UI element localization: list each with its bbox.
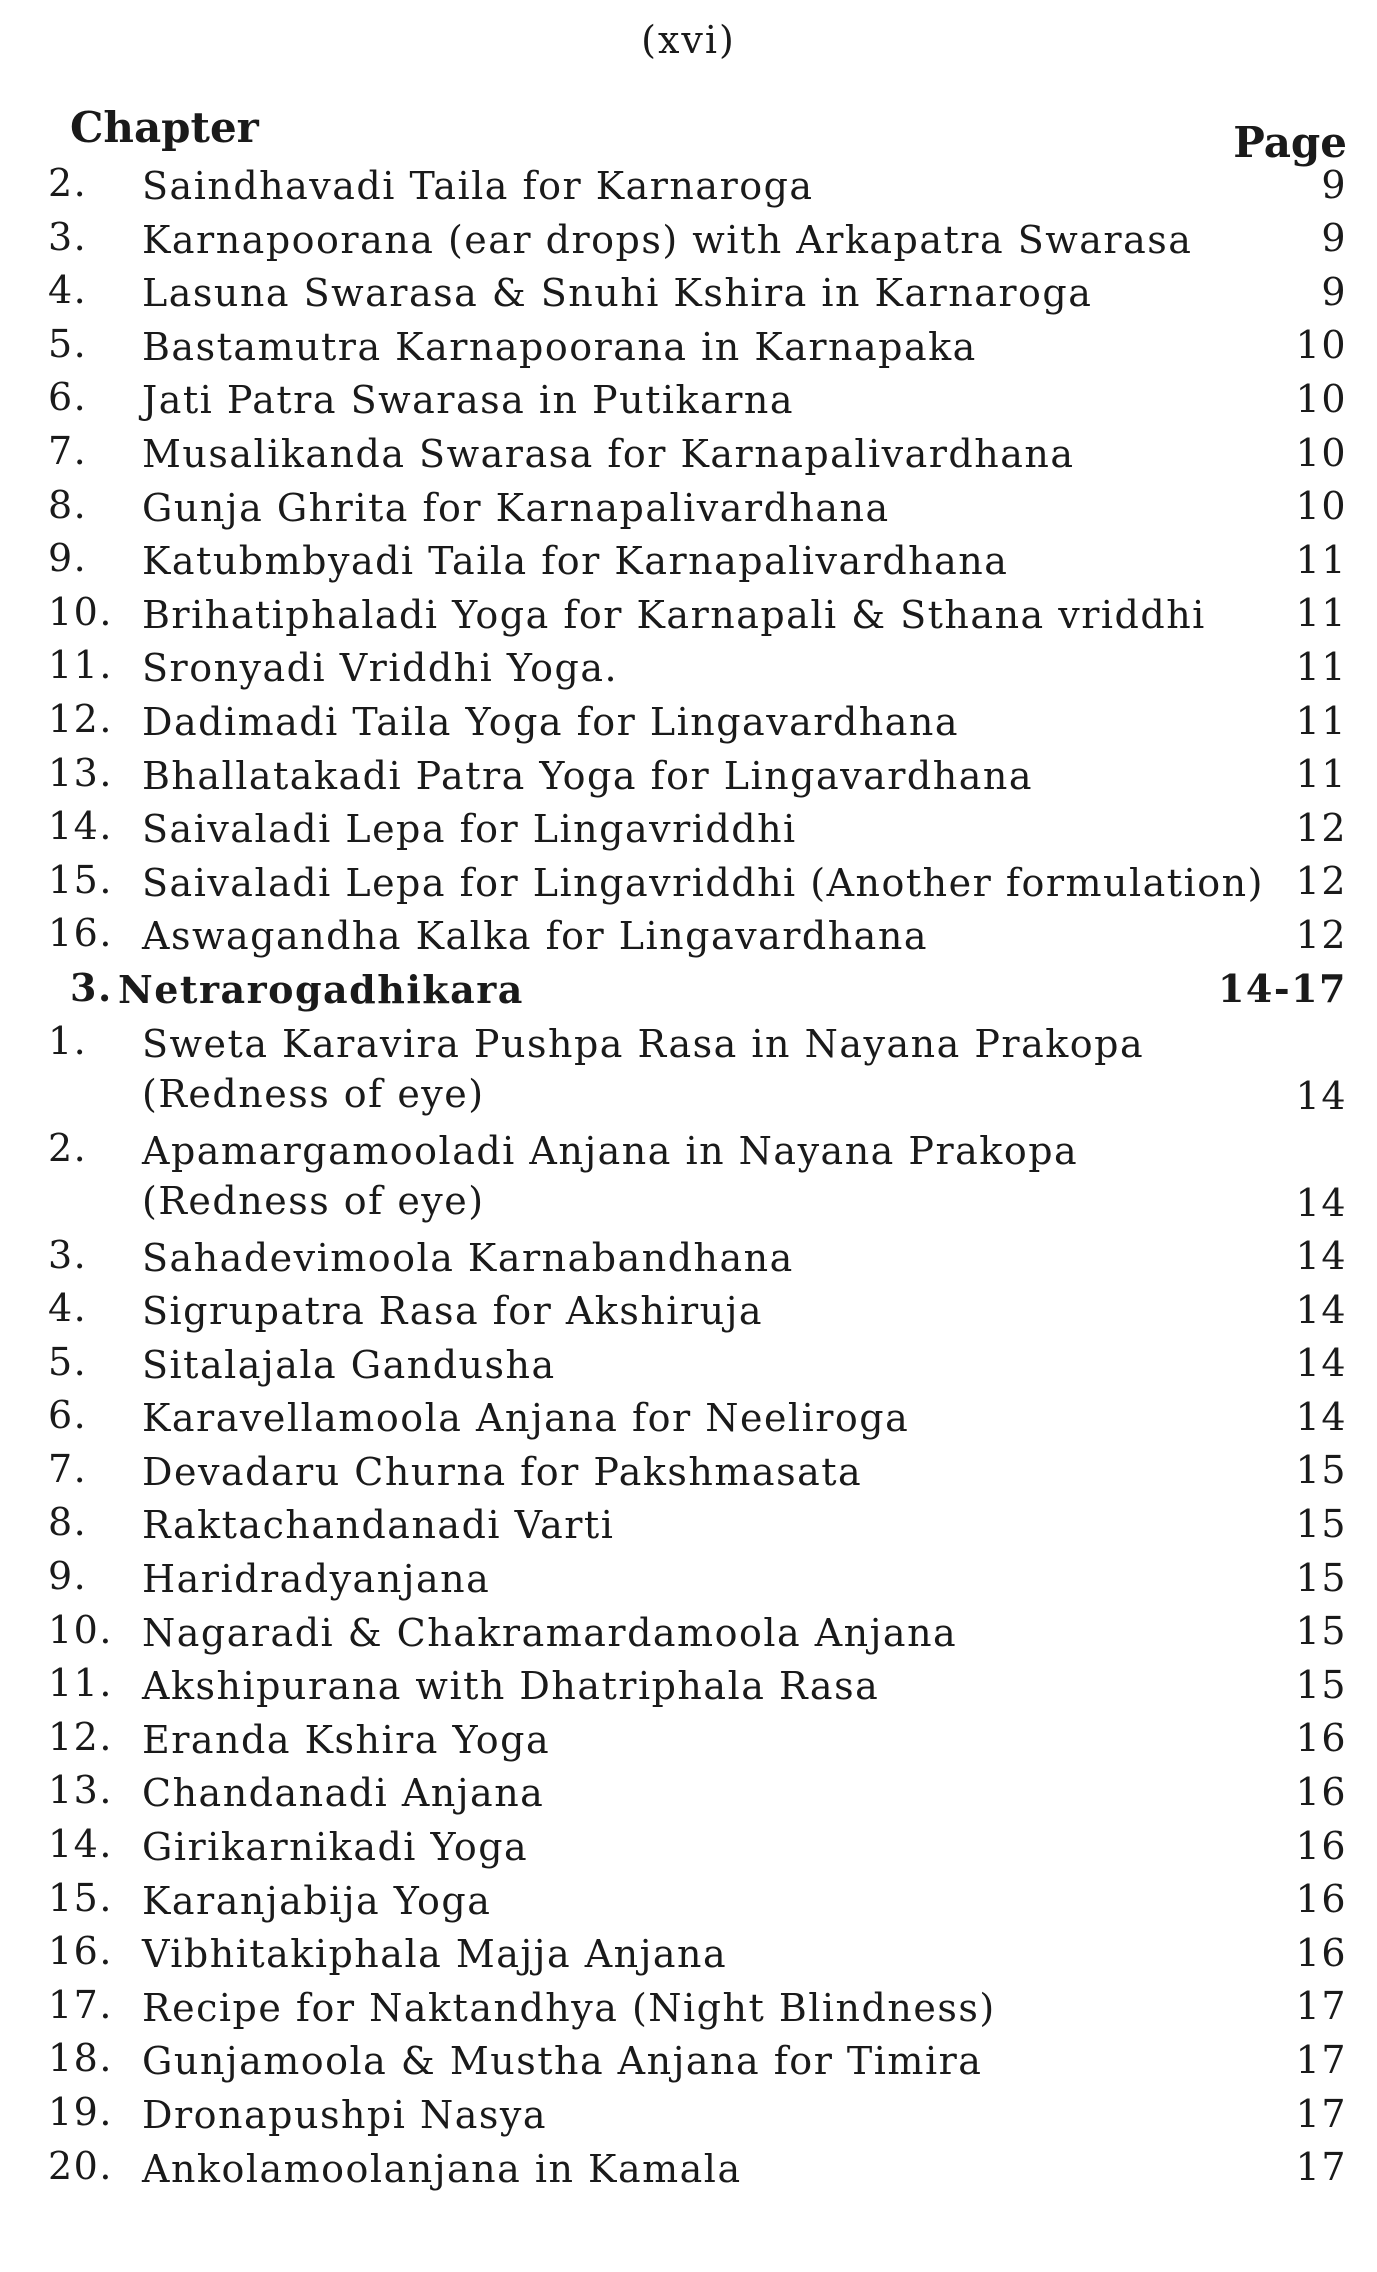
entry-title-line: Dadimadi Taila Yoga for Lingavardhana (142, 699, 960, 744)
entry-page-number: 14 (1295, 1180, 1347, 1225)
entry-page-number: 16 (1295, 1823, 1347, 1868)
entry-page-number: 9 (1321, 216, 1347, 261)
entry-title (142, 1286, 763, 1336)
entry-number: 8. (48, 1500, 88, 1545)
entry-title-line: Brihatiphaladi Yoga for Karnapali & Sthana vriddhi (142, 592, 1206, 637)
contents-entry (0, 1389, 1377, 1443)
entry-title-line: Lasuna Swarasa & Snuhi Kshira in Karnaroga (142, 271, 1093, 316)
contents-entry (0, 1496, 1377, 1550)
entry-page-number: 14 (1295, 1341, 1347, 1386)
entry-number: 3. (70, 964, 113, 1010)
entry-page-number: 11 (1295, 698, 1347, 743)
entry-title (142, 1233, 794, 1283)
entry-title-line: Raktachandanadi Varti (142, 1503, 615, 1548)
entry-title-line: Devadaru Churna for Pakshmasata (142, 1449, 863, 1494)
entry-title (142, 1019, 1144, 1119)
contents-entry (0, 639, 1377, 693)
entry-title-line: Bhallatakadi Patra Yoga for Lingavardhana (142, 753, 1033, 798)
entry-title-line: Girikarnikadi Yoga (142, 1825, 529, 1870)
entry-page-number: 10 (1295, 430, 1347, 475)
entry-page-number: 17 (1295, 1984, 1347, 2029)
chapter-column-heading: Chapter (70, 103, 259, 152)
entry-number: 6. (48, 1393, 88, 1438)
entry-title (142, 268, 1092, 318)
entry-title (142, 1661, 879, 1711)
entry-title-line: Karavellamoola Anjana for Neeliroga (142, 1396, 910, 1441)
entry-title-line: Gunja Ghrita for Karnapalivardhana (142, 485, 890, 530)
entry-page-number: 16 (1295, 1930, 1347, 1975)
entry-title (142, 1715, 550, 1765)
contents-entry (0, 1979, 1377, 2033)
entry-number: 19. (48, 2090, 113, 2134)
contents-entry (0, 211, 1377, 265)
entry-title-line: (Redness of eye) (142, 1071, 485, 1116)
entry-title (142, 375, 794, 425)
entry-number: 10. (48, 589, 113, 634)
entry-title-line: Chandanadi Anjana (142, 1771, 545, 1816)
contents-entry (0, 586, 1377, 640)
contents-entry (0, 1015, 1377, 1122)
entry-number: 3. (48, 1232, 88, 1277)
contents-entry (0, 800, 1377, 854)
entry-page-number: 14-17 (1217, 965, 1347, 1011)
entry-title-line: Jati Patra Swarasa in Putikarna (142, 378, 794, 423)
entry-title (142, 1822, 528, 1872)
entry-number: 3. (48, 214, 88, 259)
entry-number: 12. (48, 1714, 113, 1759)
entry-page-number: 14 (1295, 1073, 1347, 1118)
entry-number: 2. (48, 1125, 88, 1170)
entry-title-line: Sahadevimoola Karnabandhana (142, 1235, 794, 1280)
page-number: (xvi) (641, 18, 736, 62)
contents-entry (0, 371, 1377, 425)
contents-entry (0, 1229, 1377, 1283)
entry-title-line: Recipe for Naktandhya (Night Blindness) (142, 1985, 996, 2030)
entry-page-number: 15 (1295, 1609, 1347, 1654)
contents-entry (0, 264, 1377, 318)
entry-title-line: Musalikanda Swarasa for Karnapalivardhana (142, 431, 1075, 476)
entry-number: 16. (48, 911, 113, 956)
entry-title-line: Ankolamoolanjana in Kamala (142, 2146, 742, 2191)
entry-number: 12. (48, 696, 113, 741)
entry-page-number: 16 (1295, 1770, 1347, 1815)
entry-page-number: 10 (1295, 484, 1347, 529)
entry-title (142, 697, 959, 747)
entry-title-line: Haridradyanjana (142, 1557, 491, 1602)
entry-number: 16. (48, 1929, 113, 1974)
entry-number: 1. (48, 1018, 88, 1063)
entry-number: 4. (48, 1286, 88, 1331)
contents-entry (0, 2032, 1377, 2086)
entry-number: 7. (48, 428, 88, 473)
entry-title (142, 858, 1264, 908)
entry-title (142, 1768, 544, 1818)
entry-title-line: Sitalajala Gandusha (142, 1342, 556, 1387)
entry-title (142, 1608, 957, 1658)
entry-page-number: 15 (1295, 1448, 1347, 1493)
entry-page-number: 15 (1295, 1555, 1347, 1600)
entry-number: 13. (48, 750, 113, 795)
contents-entry (0, 2086, 1377, 2140)
contents-entry (0, 1336, 1377, 1390)
entry-number: 8. (48, 482, 88, 527)
entry-page-number: 14 (1295, 1287, 1347, 1332)
entry-page-number: 12 (1295, 912, 1347, 957)
contents-entry (0, 1818, 1377, 1872)
contents-entry (0, 747, 1377, 801)
entry-title-line: Sigrupatra Rasa for Akshiruja (142, 1289, 764, 1334)
entry-title (142, 590, 1206, 640)
entry-title-line: Nagaradi & Chakramardamoola Anjana (142, 1610, 958, 1655)
entry-number: 5. (48, 321, 88, 366)
entry-title (142, 751, 1033, 801)
entry-page-number: 14 (1295, 1234, 1347, 1279)
entry-page-number: 11 (1295, 537, 1347, 582)
entry-title (142, 911, 928, 961)
entry-title (142, 804, 797, 854)
entry-page-number: 15 (1295, 1502, 1347, 1547)
contents-entry (0, 1925, 1377, 1979)
entry-title-line: (Redness of eye) (142, 1178, 485, 1223)
entry-title (142, 1929, 727, 1979)
entry-title-line: Saindhavadi Taila for Karnaroga (142, 164, 814, 208)
entry-number: 15. (48, 857, 113, 902)
contents-entry (0, 1550, 1377, 1604)
entry-number: 18. (48, 2036, 113, 2081)
contents-entry (0, 532, 1377, 586)
entry-title-line: Sronyadi Vriddhi Yoga. (142, 646, 619, 691)
entry-page-number: 17 (1295, 2145, 1347, 2190)
entry-title (142, 1983, 996, 2033)
entry-number: 7. (48, 1446, 88, 1491)
entry-number: 11. (48, 1661, 113, 1706)
contents-entry (0, 1122, 1377, 1229)
entry-number: 17. (48, 1982, 113, 2027)
entry-title (142, 1447, 862, 1497)
entry-page-number: 15 (1295, 1662, 1347, 1707)
contents-entry (0, 2140, 1377, 2194)
entry-title-line: Saivaladi Lepa for Lingavriddhi (142, 807, 797, 852)
entry-page-number: 12 (1295, 805, 1347, 850)
entry-number: 2. (48, 161, 88, 205)
entry-title (142, 429, 1075, 479)
entry-title (142, 2036, 982, 2086)
entry-title-line: Sweta Karavira Pushpa Rasa in Nayana Prakopa (142, 1021, 1145, 1066)
entry-title (142, 2090, 547, 2140)
entry-title-line: Apamargamooladi Anjana in Nayana Prakopa (142, 1128, 1079, 1173)
contents-entry (0, 479, 1377, 533)
contents-entry (0, 1604, 1377, 1658)
entry-number: 9. (48, 1554, 88, 1599)
entry-number: 20. (48, 2143, 113, 2188)
entry-page-number: 9 (1321, 162, 1347, 207)
entry-title-line: Akshipurana with Dhatriphala Rasa (142, 1664, 880, 1709)
entry-title-line: Saivaladi Lepa for Lingavriddhi (Another formulation) (142, 860, 1264, 905)
entry-title-line: Netrarogadhikara (118, 966, 524, 1012)
entry-title (142, 1340, 556, 1390)
entry-title (142, 322, 977, 372)
entry-page-number: 14 (1295, 1394, 1347, 1439)
entry-title (142, 1126, 1078, 1226)
contents-entry (0, 1764, 1377, 1818)
contents-entry (0, 693, 1377, 747)
contents-entry (0, 1443, 1377, 1497)
entry-page-number: 11 (1295, 591, 1347, 636)
entry-number: 13. (48, 1768, 113, 1813)
entry-number: 4. (48, 268, 88, 313)
entry-title-line: Eranda Kshira Yoga (142, 1717, 551, 1762)
entry-page-number: 9 (1321, 269, 1347, 314)
entry-title-line: Karnapoorana (ear drops) with Arkapatra Swarasa (142, 217, 1193, 262)
entry-title (142, 643, 618, 693)
entry-number: 15. (48, 1875, 113, 1920)
entry-title-line: Dronapushpi Nasya (142, 2093, 547, 2137)
entry-title-line: Aswagandha Kalka for Lingavardhana (142, 914, 928, 959)
entry-number: 14. (48, 1822, 113, 1867)
entry-title (142, 215, 1192, 265)
entry-number: 9. (48, 536, 88, 581)
entry-number: 6. (48, 375, 88, 420)
entry-number: 11. (48, 643, 113, 688)
entry-title-line: Katubmbyadi Taila for Karnapalivardhana (142, 539, 1009, 584)
entry-title (142, 1500, 614, 1550)
entry-title-line: Vibhitakiphala Majja Anjana (142, 1932, 728, 1977)
entry-title (142, 2144, 742, 2194)
entry-page-number: 10 (1295, 323, 1347, 368)
entry-title (142, 483, 890, 533)
entry-title-line: Karanjabija Yoga (142, 1878, 492, 1923)
entry-title-line: Gunjamoola & Mustha Anjana for Timira (142, 2039, 983, 2084)
entry-number: 10. (48, 1607, 113, 1652)
entry-page-number: 12 (1295, 859, 1347, 904)
entry-title (142, 536, 1008, 586)
entry-page-number: 11 (1295, 752, 1347, 797)
contents-entry (0, 157, 1377, 211)
entry-title (142, 1393, 909, 1443)
contents-entry (0, 1872, 1377, 1926)
entry-title (142, 1876, 491, 1926)
entry-page-number: 10 (1295, 376, 1347, 421)
contents-entry (0, 425, 1377, 479)
entry-page-number: 17 (1295, 2038, 1347, 2082)
entry-page-number: 17 (1295, 2091, 1347, 2136)
entry-title-line: Bastamutra Karnapoorana in Karnapaka (142, 324, 977, 369)
entry-number: 14. (48, 804, 113, 849)
entry-page-number: 11 (1295, 644, 1347, 689)
entry-title (118, 965, 524, 1015)
contents-entry (0, 907, 1377, 961)
contents-entry (0, 1657, 1377, 1711)
entry-title (142, 161, 814, 211)
contents-entry (0, 854, 1377, 908)
page-column-heading: Page (1233, 118, 1347, 167)
contents-list (0, 157, 1377, 2193)
contents-entry (0, 318, 1377, 372)
section-heading (0, 961, 1377, 1015)
contents-entry (0, 1282, 1377, 1336)
entry-title (142, 1554, 490, 1604)
entry-page-number: 16 (1295, 1716, 1347, 1761)
entry-page-number: 16 (1295, 1877, 1347, 1922)
contents-entry (0, 1711, 1377, 1765)
entry-number: 5. (48, 1339, 88, 1384)
